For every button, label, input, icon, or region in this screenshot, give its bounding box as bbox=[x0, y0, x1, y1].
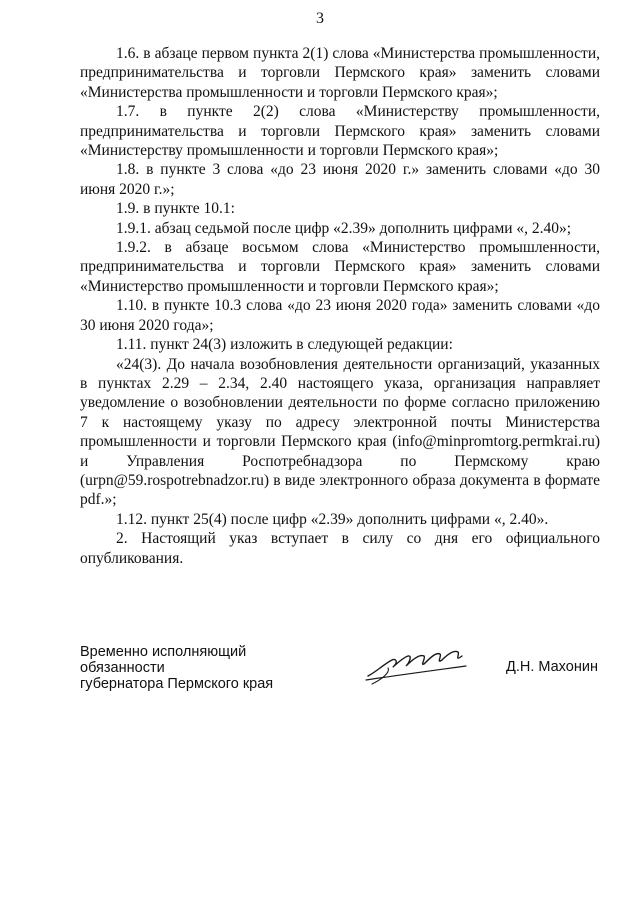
signatory-position bbox=[80, 644, 320, 692]
handwritten-signature bbox=[362, 642, 472, 692]
signatory-position-line-1: Временно исполняющий обязанности bbox=[80, 644, 247, 676]
paragraph-24-3-quote: «24(3). До начала возобновления деятельности организаций, указанных в пунктах 2.29 – 2.34, 2.40 настоящего указа, организация направляет уведомление о возобновлении деятельности по форме согласно приложению 7 к настоящему указу по адресу электронной почты Министерства промышленности и торговли Пермского края (info@minpromtorg.permkrai.ru) и Управления Роспотребнадзора по Пермскому краю (urpn@59.rospotrebnadzor.ru) в виде электронного образа документа в формате pdf.»; bbox=[80, 355, 600, 509]
paragraph-1-9-1: 1.9.1. абзац седьмой после цифр «2.39» дополнить цифрами «, 2.40»; bbox=[116, 219, 572, 237]
paragraph-1-7: 1.7. в пункте 2(2) слова «Министерству промышленности, предпринимательства и торговли Пермского края» заменить словами «Министерству промышленности и торговли Пермского края»; bbox=[80, 103, 600, 160]
signatory-name: Д.Н. Махонин bbox=[506, 659, 598, 675]
page-number: 3 bbox=[316, 10, 324, 27]
paragraph-1-9: 1.9. в пункте 10.1: bbox=[116, 200, 235, 218]
document-body bbox=[80, 44, 600, 568]
paragraph-1-8: 1.8. в пункте 3 слова «до 23 июня 2020 г.» заменить словами «до 30 июня 2020 г.»; bbox=[80, 161, 600, 198]
paragraph-1-12: 1.12. пункт 25(4) после цифр «2.39» дополнить цифрами «, 2.40». bbox=[116, 510, 549, 528]
paragraph-2: 2. Настоящий указ вступает в силу со дня его официального опубликования. bbox=[80, 530, 600, 567]
paragraph-1-9-2: 1.9.2. в абзаце восьмом слова «Министерство промышленности, предпринимательства и торговли Пермского края» заменить словами «Министерство промышленности и торговли Пермского края»; bbox=[80, 239, 600, 295]
paragraph-1-6: 1.6. в абзаце первом пункта 2(1) слова «Министерства промышленности, предпринимательства и торговли Пермского края» заменить словами «Министерства промышленности и торговли Пермского края»; bbox=[80, 45, 600, 101]
paragraph-1-11: 1.11. пункт 24(3) изложить в следующей редакции: bbox=[116, 336, 453, 354]
paragraph-1-10: 1.10. в пункте 10.3 слова «до 23 июня 2020 года» заменить словами «до 30 июня 2020 года»; bbox=[80, 297, 600, 334]
signatory-position-line-2: губернатора Пермского края bbox=[80, 676, 274, 692]
